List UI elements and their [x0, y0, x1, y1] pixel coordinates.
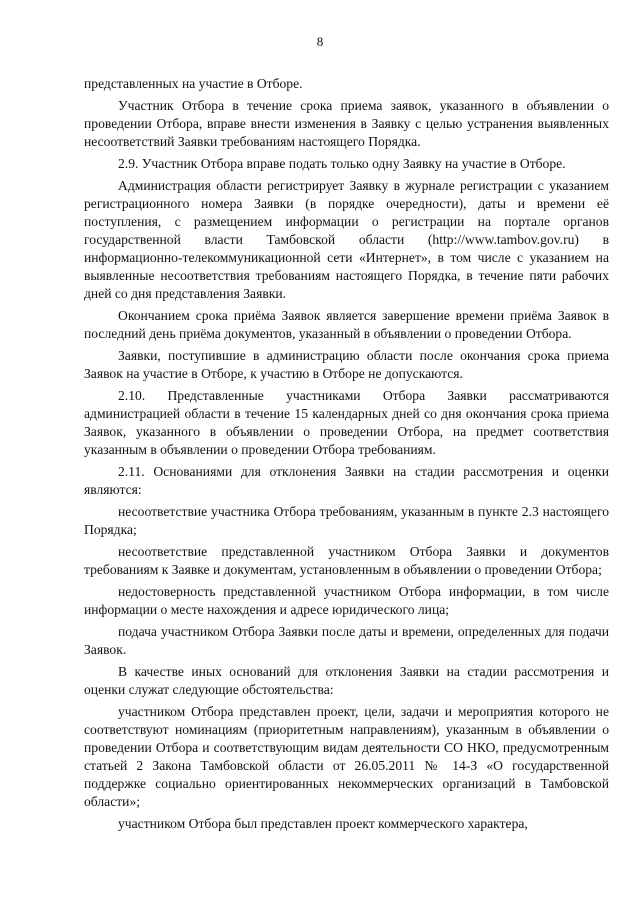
paragraph: подача участником Отбора Заявки после даты и времени, определенных для подачи Заявок.: [84, 624, 609, 657]
paragraph: несоответствие представленной участником Отбора Заявки и документов требованиям к Заявке и документам, установленным в объявлении о проведении Отбора;: [84, 544, 609, 577]
paragraph: Администрация области регистрирует Заявку в журнале регистрации с указанием регистрационного номера Заявки (в порядке очередности), даты и времени её поступления, с размещением информации о регистрации на портале органов государственной власти Тамбовской области (http://www.tambov.gov.ru) в информационно-телекоммуникационной сети «Интернет», в том числе с указанием на выявленные несоответствия требованиям настоящего Порядка, в течение пяти рабочих дней со дня представления Заявки.: [84, 178, 609, 301]
page-number: 8: [316, 34, 324, 49]
paragraph: Участник Отбора в течение срока приема заявок, указанного в объявлении о проведении Отбора, вправе внести изменения в Заявку с целью устранения выявленных несоответствий Заявки требованиям настоящего Порядка.: [84, 98, 609, 149]
paragraph: участником Отбора представлен проект, цели, задачи и мероприятия которого не соответствуют номинациям (приоритетным направлениям), указанным в объявлении о проведении Отбора и соответствующим видам деятельности СО НКО, предусмотренным статьей 2 Закона Тамбовской области от 26.05.2011 № 14-З «О государственной поддержке социально ориентированных некоммерческих организаций в Тамбовской области»;: [84, 704, 609, 809]
paragraph: В качестве иных оснований для отклонения Заявки на стадии рассмотрения и оценки служат следующие обстоятельства:: [84, 664, 609, 697]
paragraph: Заявки, поступившие в администрацию области после окончания срока приема Заявок на участие в Отборе, к участию в Отборе не допускаются.: [84, 348, 609, 381]
document-body: [84, 75, 609, 837]
paragraph: несоответствие участника Отбора требованиям, указанным в пункте 2.3 настоящего Порядка;: [84, 504, 609, 537]
paragraph: 2.11. Основаниями для отклонения Заявки на стадии рассмотрения и оценки являются:: [84, 464, 609, 497]
paragraph: Окончанием срока приёма Заявок является завершение времени приёма Заявок в последний день приёма документов, указанный в объявлении о проведении Отбора.: [84, 308, 609, 341]
paragraph: представленных на участие в Отборе.: [84, 76, 303, 91]
paragraph: 2.9. Участник Отбора вправе подать только одну Заявку на участие в Отборе.: [118, 156, 566, 171]
paragraph: участником Отбора был представлен проект коммерческого характера,: [118, 816, 528, 831]
paragraph: недостоверность представленной участником Отбора информации, в том числе информации о месте нахождения и адресе юридического лица;: [84, 584, 609, 617]
paragraph: 2.10. Представленные участниками Отбора Заявки рассматриваются администрацией области в течение 15 календарных дней со дня окончания срока приема Заявок, указанного в объявлении о проведении Отбора, на предмет соответствия указанным в объявлении о проведении Отбора требованиям.: [84, 388, 609, 457]
